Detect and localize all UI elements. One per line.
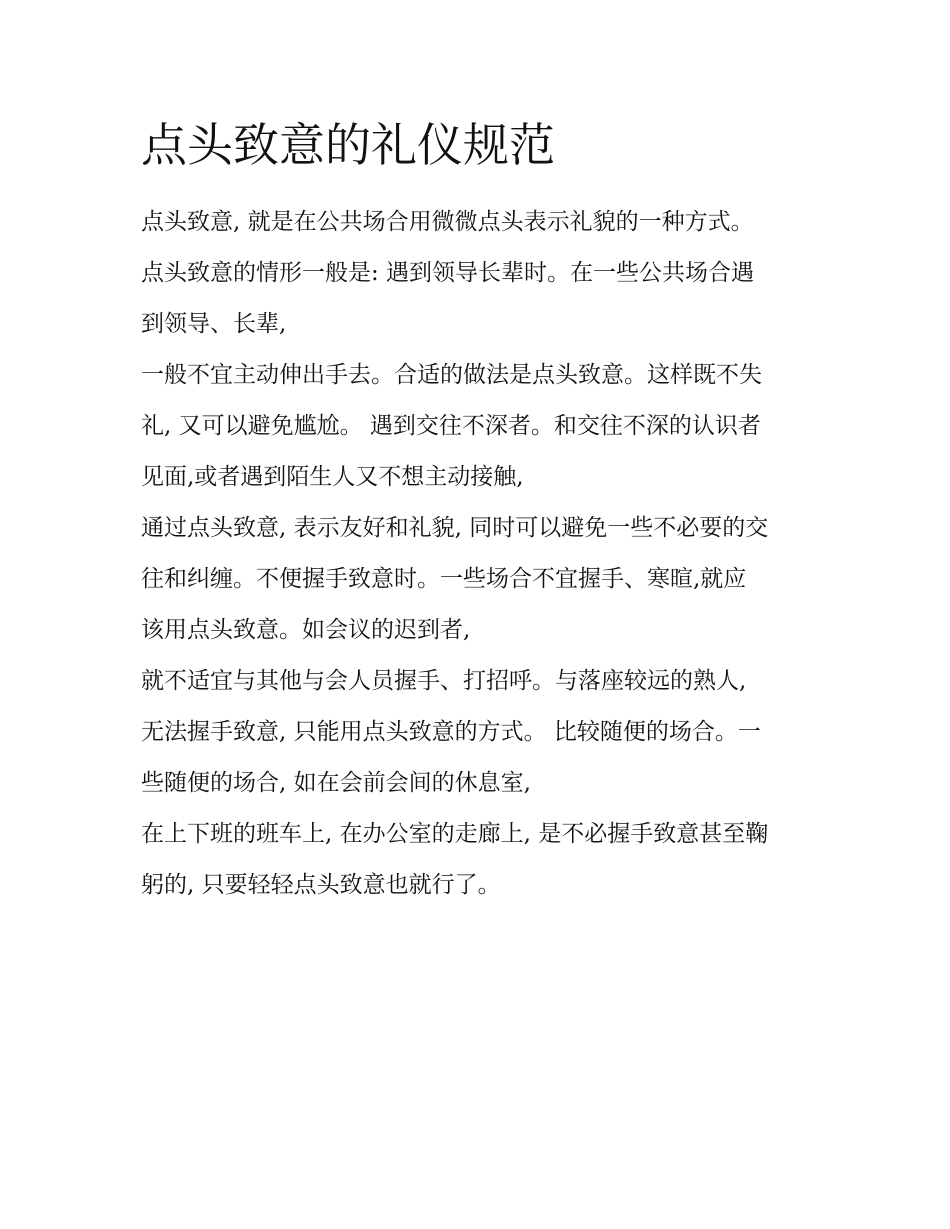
body-line: 通过点头致意, 表示友好和礼貌, 同时可以避免一些不必要的交 (141, 515, 769, 541)
body-line: 该用点头致意。如会议的迟到者, (141, 617, 471, 643)
document-title: 点头致意的礼仪规范 (141, 118, 555, 172)
body-line: 一般不宜主动伸出手去。合适的做法是点头致意。这样既不失 (141, 362, 762, 388)
body-line: 无法握手致意, 只能用点头致意的方式。 比较随便的场合。一 (141, 719, 761, 745)
body-line: 礼, 又可以避免尴尬。 遇到交往不深者。和交往不深的认识者 (141, 413, 761, 439)
body-line: 到领导、长辈, (141, 311, 287, 337)
body-line: 往和纠缠。不便握手致意时。一些场合不宜握手、寒暄,就应 (141, 566, 747, 592)
body-line: 点头致意, 就是在公共场合用微微点头表示礼貌的一种方式。 (141, 209, 754, 235)
body-line: 点头致意的情形一般是: 遇到领导长辈时。在一些公共场合遇 (141, 260, 755, 286)
body-line: 在上下班的班车上, 在办公室的走廊上, 是不必握手致意甚至鞠 (141, 821, 769, 847)
body-line: 就不适宜与其他与会人员握手、打招呼。与落座较远的熟人, (141, 668, 747, 694)
body-line: 见面,或者遇到陌生人又不想主动接触, (141, 464, 524, 490)
document-body (141, 197, 841, 911)
body-line: 些随便的场合, 如在会前会间的休息室, (141, 770, 531, 796)
body-line: 躬的, 只要轻轻点头致意也就行了。 (141, 872, 501, 898)
